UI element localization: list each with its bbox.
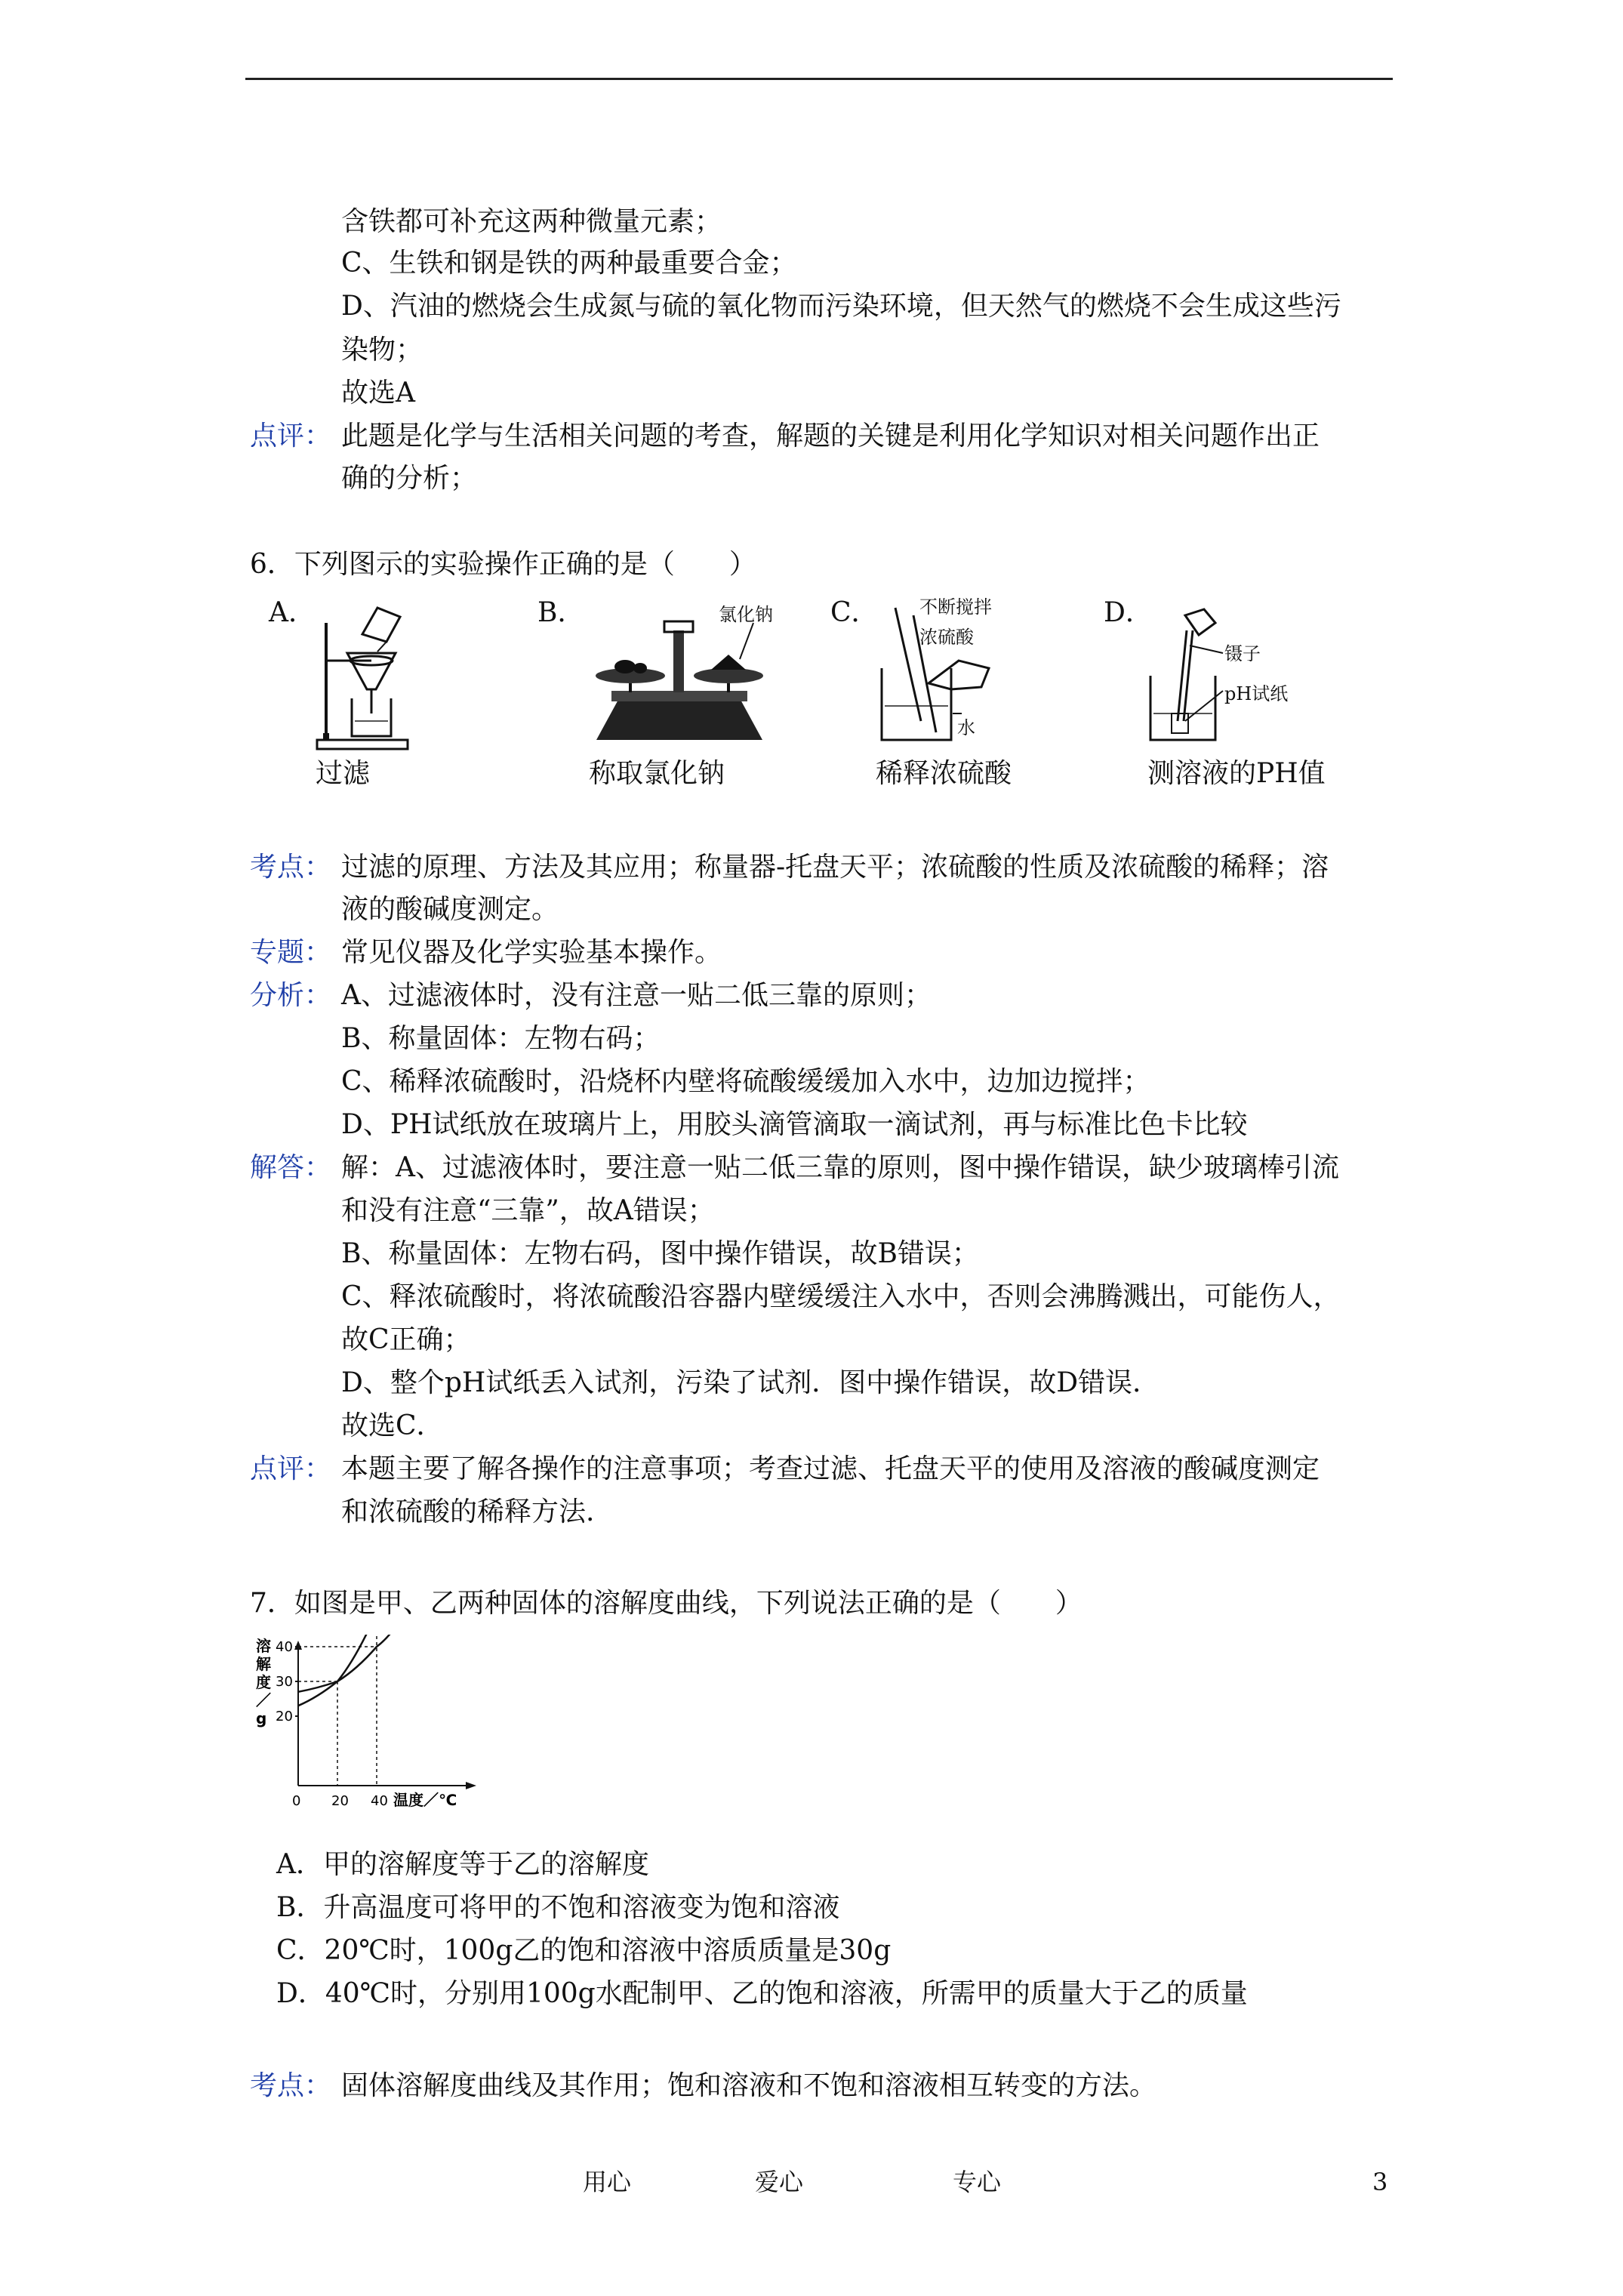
fenxi-label: 分析： <box>250 980 332 1011</box>
option-letter: D． <box>1104 597 1153 628</box>
text-line: B、称量固体：左物右码； <box>341 1023 661 1054</box>
text-line: 含铁都可补充这两种微量元素； <box>341 206 722 237</box>
option-b: B．升高温度可将甲的不饱和溶液变为饱和溶液 <box>276 1892 840 1923</box>
text-line: 和没有注意“三靠”，故A错误； <box>341 1195 715 1226</box>
y-axis-label: g <box>256 1709 267 1727</box>
y-axis-label: ／ <box>256 1691 271 1709</box>
option-letter: A． <box>269 597 316 628</box>
filtration-figure <box>302 600 430 759</box>
figure-caption: 测溶液的PH值 <box>1147 758 1326 789</box>
y-tick-label: 40 <box>276 1639 293 1655</box>
figure-label: 浓硫酸 <box>919 627 974 648</box>
figure-label: 不断搅拌 <box>919 596 992 618</box>
zhuanti-label: 专题： <box>250 937 332 968</box>
y-axis-label: 溶 <box>256 1637 271 1655</box>
page-number: 3 <box>1372 2168 1388 2196</box>
text-line: 确的分析； <box>341 463 478 494</box>
text-line: B、称量固体：左物右码，图中操作错误，故B错误； <box>341 1238 979 1269</box>
figure-caption: 过滤 <box>316 758 371 789</box>
text-line: D、整个pH试纸丢入试剂，污染了试剂．图中操作错误，故D错误． <box>341 1367 1160 1398</box>
text-line: 本题主要了解各操作的注意事项；考查过滤、托盘天平的使用及溶液的酸碱度测定 <box>341 1453 1320 1484</box>
text-line: 液的酸碱度测定。 <box>341 894 559 925</box>
text-line: 故选C． <box>341 1410 444 1441</box>
dianping-label: 点评： <box>250 1453 332 1484</box>
question-stem: 7．如图是甲、乙两种固体的溶解度曲线，下列说法正确的是（ ） <box>250 1588 1083 1619</box>
text-line: 和浓硫酸的稀释方法. <box>341 1496 595 1527</box>
figure-label: 氯化钠 <box>719 604 773 625</box>
text-line: 解：A、过滤液体时，要注意一贴二低三靠的原则，图中操作错误，缺少玻璃棒引流 <box>341 1152 1339 1183</box>
figure-label: pH试纸 <box>1224 683 1289 704</box>
text-line: D、PH试纸放在玻璃片上，用胶头滴管滴取一滴试剂，再与标准比色卡比较 <box>341 1109 1248 1140</box>
text-line: 此题是化学与生活相关问题的考查，解题的关键是利用化学知识对相关问题作出正 <box>341 421 1320 451</box>
kaodian-label: 考点： <box>250 852 332 883</box>
review-label: 点评： <box>250 421 332 451</box>
option-letter: C． <box>830 597 879 628</box>
kaodian-label: 考点： <box>250 2070 332 2101</box>
option-a: A．甲的溶解度等于乙的溶解度 <box>276 1849 649 1880</box>
x-tick-label: 20 <box>331 1793 349 1809</box>
x-axis-arrow <box>466 1782 476 1789</box>
y-tick-label: 30 <box>276 1674 293 1690</box>
series-curve-1 <box>298 1635 396 1706</box>
text-line: 过滤的原理、方法及其应用；称量器-托盘天平；浓硫酸的性质及浓硫酸的稀释；溶 <box>341 852 1329 883</box>
text-line: 故选A <box>341 378 415 408</box>
text-line: 固体溶解度曲线及其作用；饱和溶液和不饱和溶液相互转变的方法。 <box>341 2070 1157 2101</box>
text-line: A、过滤液体时，没有注意一贴二低三靠的原则； <box>341 980 932 1011</box>
figure-label: 镊子 <box>1224 643 1261 664</box>
x-tick-label: 40 <box>371 1793 388 1809</box>
y-axis-arrow <box>294 1641 302 1650</box>
option-c: C．20℃时，100g乙的饱和溶液中溶质质量是30g <box>276 1935 892 1966</box>
text-line: 常见仪器及化学实验基本操作。 <box>341 937 722 968</box>
footer-text: 专心 <box>953 2168 1002 2196</box>
text-line: 染物； <box>341 334 423 365</box>
footer-text: 用心 <box>583 2168 632 2196</box>
footer-text: 爱心 <box>755 2168 804 2196</box>
text-line: C、生铁和钢是铁的两种最重要合金； <box>341 248 797 279</box>
text-line: D、汽油的燃烧会生成氮与硫的氧化物而污染环境，但天然气的燃烧不会生成这些污 <box>341 291 1341 322</box>
y-axis-label: 解 <box>256 1655 271 1673</box>
y-axis-label: 度 <box>256 1673 271 1691</box>
ph-test-figure <box>1140 600 1246 751</box>
option-d: D．40℃时，分别用100g水配制甲、乙的饱和溶液，所需甲的质量大于乙的质量 <box>276 1978 1248 2009</box>
text-line: C、释浓硫酸时，将浓硫酸沿容器内壁缓缓注入水中，否则会沸腾溅出，可能伤人， <box>341 1281 1341 1312</box>
jieda-label: 解答： <box>250 1152 332 1183</box>
figure-label: 水 <box>957 717 975 738</box>
y-tick-label: 20 <box>276 1709 293 1724</box>
x-axis-label: 温度／℃ <box>393 1791 457 1809</box>
figure-caption: 称取氯化钠 <box>589 758 725 789</box>
text-line: 故C正确； <box>341 1324 471 1355</box>
question-stem: 6．下列图示的实验操作正确的是（ ） <box>250 549 756 580</box>
header-rule <box>245 78 1393 80</box>
text-line: C、稀释浓硫酸时，沿烧杯内壁将硫酸缓缓加入水中，边加边搅拌； <box>341 1066 1150 1097</box>
dilution-figure <box>868 600 996 751</box>
x-tick-label: 0 <box>292 1793 301 1809</box>
figure-caption: 稀释浓硫酸 <box>876 758 1012 789</box>
series-curve-2 <box>298 1635 396 1692</box>
solubility-chart <box>245 1635 502 1823</box>
option-letter: B． <box>537 597 585 628</box>
